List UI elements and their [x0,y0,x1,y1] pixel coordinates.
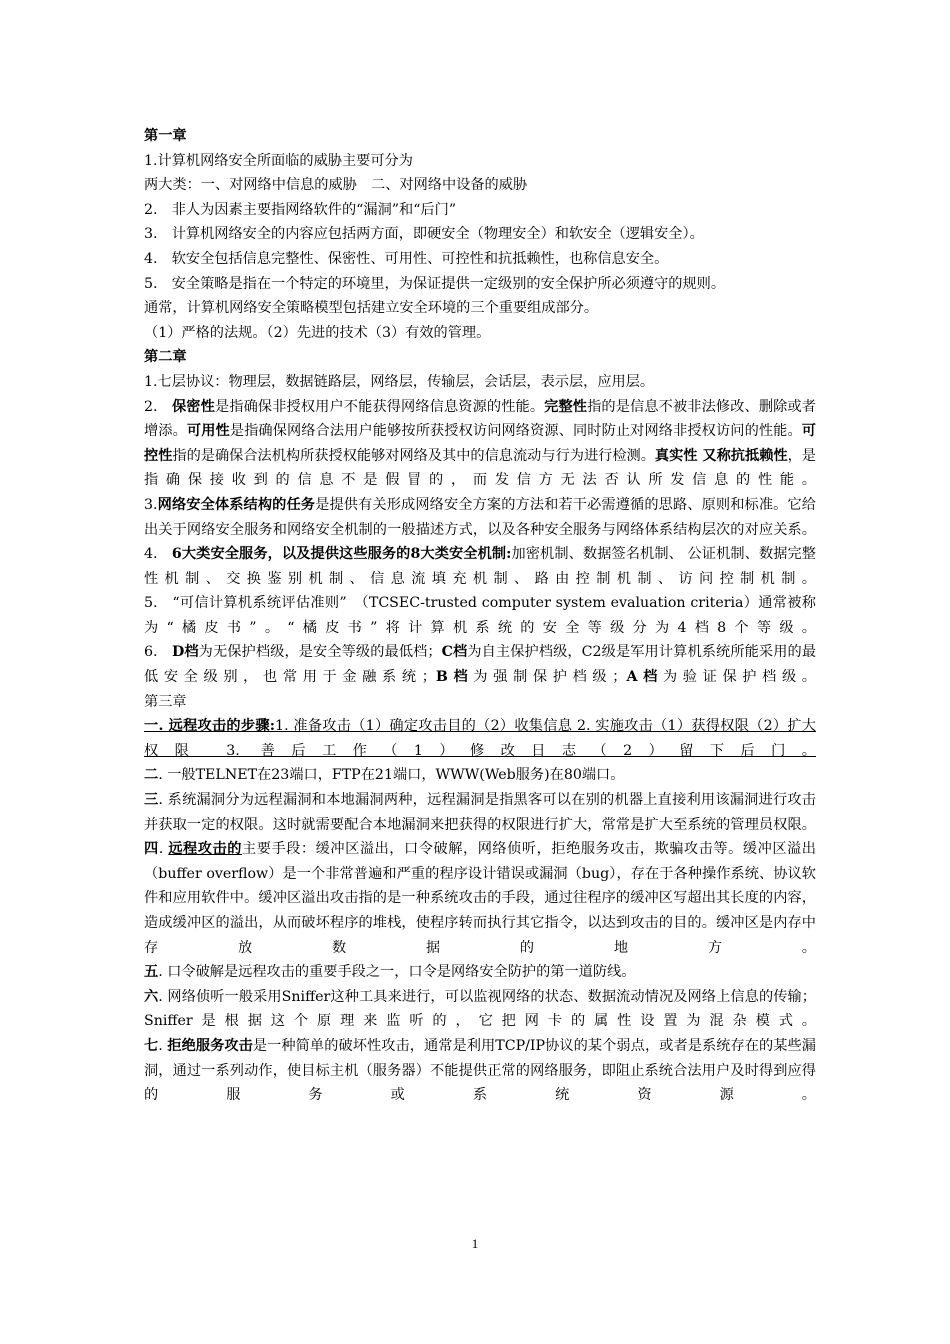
text: 是一种简单的破坏性攻击，通常是利用TCP/IP协议的某个弱点，或者是系统存在的某些漏洞，通过一系列动作，使目标主机（服务器）不能提供正常的网络服务，即阻止系统合法用户及时得到应得的服务或系统资源。 [144,1037,816,1104]
chapter-3-heading: 第三章 [144,693,187,710]
paragraph-number: 一. [144,718,169,735]
text: . 网络侦听一般采用Sniffer这种工具来进行，可以监视网络的状态、数据流动情况及网络上信息的传输；Sniffer是根据这个原理来监听的，它把网卡的属性设置为混杂模式。 [144,988,816,1030]
text: 为自主保护档级，C2级是军用计算机系统所能采用的最低安全级别，也常用于金融系统； [144,644,817,686]
ch3-paragraph-1 [144,714,816,763]
term-confidentiality: 保密性 [171,398,215,415]
text: 是指确保非授权用户不能获得网络信息资源的性能。 [214,398,545,415]
text: 为无保护档级，是安全等级的最低档； [198,644,442,661]
ch1-line-7: 通常，计算机网络安全策略模型包括建立安全环境的三个重要组成部分。 [144,300,599,317]
ch2-paragraph-5: 5. “可信计算机系统评估准则” （TCSEC-trusted computer system evaluation criteria）通常被称为“橘皮书”。“橘皮书”将计算机系统的安全等级分为4档8个等级。 [144,595,816,636]
text: . [158,1037,168,1054]
term-availability: 可用性 [186,423,230,440]
text: 为强制保护档级； [473,669,627,686]
term-remote-attack: 远程攻击的 [168,841,242,858]
text: . 系统漏洞分为远程漏洞和本地漏洞两种，远程漏洞是指黑客可以在别的机器上直接利用该漏洞进行攻击并获取一定的权限。这时就需要配合本地漏洞来把获得的权限进行扩大，常常是扩大至系统的管理员权限。 [144,792,816,833]
text: . 口令破解是远程攻击的重要手段之一，口令是网络安全防护的第一道防线。 [158,964,636,981]
ch1-line-5: 4. 软安全包括信息完整性、保密性、可用性、可控性和抗抵赖性，也称信息安全。 [144,250,669,267]
ch2-paragraph-2 [144,395,816,493]
term-security-services: 6大类安全服务，以及提供这些服务的8大类安全机制: [171,546,512,563]
term-b-level: B档 [435,669,474,686]
ch3-paragraph-7 [144,1034,816,1108]
paragraph-number: 四 [144,841,159,858]
paragraph-number: 二 [144,767,159,784]
paragraph-number: 2. [144,398,172,415]
ch2-line-1: 1.七层协议：物理层，数据链路层，网络层，传输层，会话层，表示层，应用层。 [144,373,655,390]
text: 为验证保护档级。 [662,669,816,686]
term-remote-attack-steps: 远程攻击的步骤: [168,718,276,735]
ch1-line-2: 两大类：一、对网络中信息的威胁 二、对网络中设备的威胁 [144,177,528,194]
chapter-1-heading: 第一章 [144,128,187,144]
ch3-paragraph-2 [144,763,816,788]
term-denial-of-service: 拒绝服务攻击 [167,1037,253,1054]
paragraph-number: 4. [144,546,172,563]
ch2-paragraph-3 [144,493,816,542]
ch3-paragraph-3 [144,788,816,837]
text: . [158,841,169,858]
text: 是指确保网络合法用户能够按所获授权访问网络资源、同时防止对网络非授权访问的性能。 [229,423,802,440]
term-c-level: C档 [441,644,468,661]
paragraph-number: 五 [144,964,159,981]
paragraph-number: 七 [144,1037,159,1054]
ch1-line-8: （1）严格的法规。（2）先进的技术（3）有效的管理。 [144,324,491,341]
term-d-level: D档 [171,644,199,661]
chapter-2-heading: 第二章 [144,349,187,366]
text: 主要手段：缓冲区溢出，口令破解，网络侦听，拒绝服务攻击，欺骗攻击等。缓冲区溢出（buffer overflow）是一个非常普遍和严重的程序设计错误或漏洞（bug），存在于各种操作系统、协议软件和应用软件中。缓冲区溢出攻击指的是一种系统攻击的手段，通过往程序的缓冲区写超出其长度的内容，造成缓冲区的溢出，从而破坏程序的堆栈，使程序转而执行其它指令，以达到攻击的目的。缓冲区是内存中存放数据的地方。 [144,841,816,956]
text: 加密机制、数据签名机制、 公证机制、数据完整性机制、交换鉴别机制、信息流填充机制、路由控制机制、访问控制机制。 [144,546,816,587]
page-number: 1 [471,1236,479,1251]
term-integrity: 完整性 [544,398,588,415]
paragraph-number: 3. [144,496,158,513]
document-body [144,124,816,1108]
text: 1. 准备攻击（1）确定攻击目的（2）收集信息 2. 实施攻击（1）获得权限（2）扩大权限 3. 善后工作（1）修改日志（2）留下后门。 [144,718,816,759]
ch1-line-4: 3. 计算机网络安全的内容应包括两方面，即硬安全（物理安全）和软安全（逻辑安全）。 [144,226,704,243]
term-controllability: 可控性 [144,423,816,464]
paragraph-number: 三 [144,792,159,809]
paragraph-number: 6. [144,644,172,661]
text: . 一般TELNET在23端口，FTP在21端口，WWW(Web服务)在80端口。 [158,767,625,784]
ch3-paragraph-5 [144,960,816,985]
paragraph-number: 六 [144,988,159,1005]
text: 是提供有关形成网络安全方案的方法和若干必需遵循的思路、原则和标准。它给出关于网络安全服务和网络安全机制的一般描述方式，以及各种安全服务与网络体系结构层次的对应关系。 [144,496,816,538]
ch1-line-6: 5. 安全策略是指在一个特定的环境里，为保证提供一定级别的安全保护所必须遵守的规则。 [144,275,726,292]
ch1-line-3: 2. 非人为因素主要指网络软件的“漏洞”和“后门” [144,201,457,218]
term-authenticity: 真实性 又称抗抵赖性 [654,447,788,464]
text: 指的是确保合法机构所获授权能够对网络及其中的信息流动与行为进行检测。 [172,447,655,464]
term-architecture-task: 网络安全体系结构的任务 [157,496,316,513]
text: ，是指确保接收到的信息不是假冒的，而发信方无法否认所发信息的性能。 [144,447,816,489]
ch3-paragraph-6 [144,985,816,1034]
ch2-paragraph-6 [144,640,816,689]
term-a-level: A档 [626,669,663,686]
ch2-paragraph-4 [144,542,816,591]
ch3-paragraph-4 [144,837,816,960]
ch1-line-1: 1.计算机网络安全所面临的威胁主要可分为 [144,152,413,169]
text: 指的是信息不被非法修改、删除或者增添。 [144,398,816,440]
